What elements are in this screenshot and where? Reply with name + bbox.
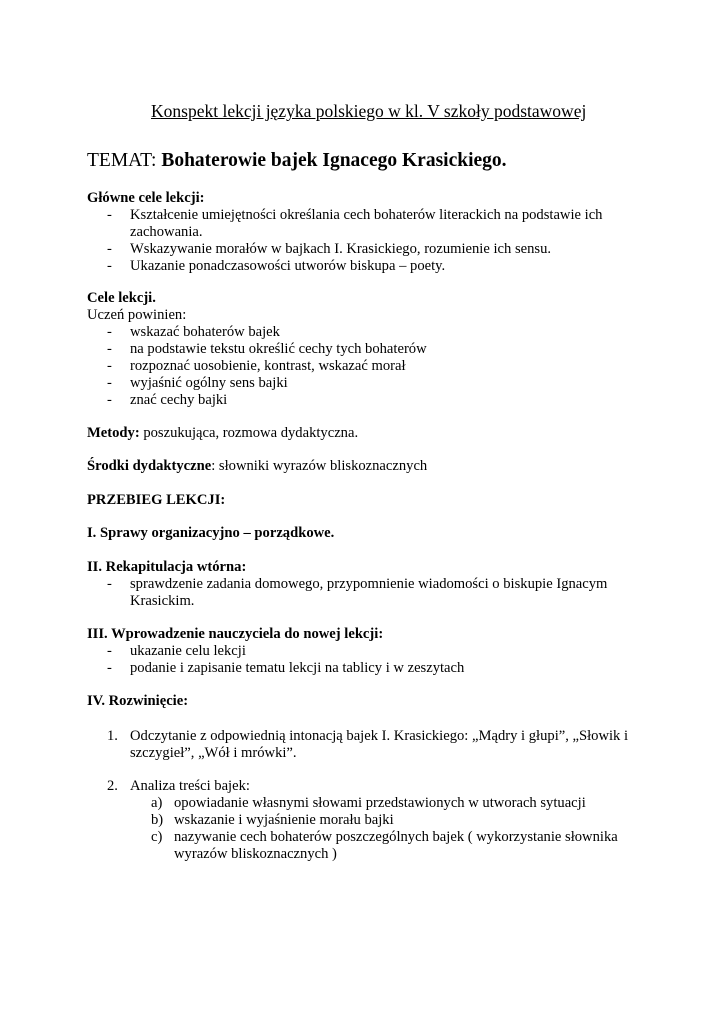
- list-item: znać cechy bajki: [130, 392, 228, 408]
- list-item: wyjaśnić ogólny sens bajki: [130, 375, 288, 391]
- list-dash: -: [107, 392, 112, 408]
- list-dash: -: [107, 576, 112, 592]
- list-item-continuation: Krasickim.: [130, 593, 195, 609]
- list-item: Ukazanie ponadczasowości utworów biskupa – poety.: [130, 258, 446, 274]
- step-text-continuation: szczygieł”, „Wół i mrówki”.: [130, 745, 297, 761]
- lesson-topic: [87, 150, 507, 172]
- list-item: wskazać bohaterów bajek: [130, 324, 280, 340]
- step-number: 2.: [107, 778, 118, 794]
- subitem-letter: c): [151, 829, 163, 845]
- main-goals-heading: Główne cele lekcji:: [87, 190, 205, 206]
- step-number: 1.: [107, 728, 118, 744]
- list-dash: -: [107, 643, 112, 659]
- list-item-continuation: zachowania.: [130, 224, 203, 240]
- lesson-goals-heading: Cele lekcji.: [87, 290, 156, 306]
- list-item: Wskazywanie morałów w bajkach I. Krasickiego, rozumienie ich sensu.: [130, 241, 552, 257]
- subitem-text-continuation: wyrazów bliskoznacznych ): [174, 846, 337, 862]
- section-3-heading: III. Wprowadzenie nauczyciela do nowej lekcji:: [87, 626, 384, 642]
- list-dash: -: [107, 258, 112, 274]
- aids-value: : słowniki wyrazów bliskoznacznych: [211, 458, 428, 474]
- methods-line: [87, 425, 358, 442]
- list-dash: -: [107, 241, 112, 257]
- subitem-text: wskazanie i wyjaśnienie morału bajki: [174, 812, 394, 828]
- subitem-text: nazywanie cech bohaterów poszczególnych bajek ( wykorzystanie słownika: [174, 829, 618, 845]
- list-dash: -: [107, 375, 112, 391]
- step-text: Analiza treści bajek:: [130, 778, 250, 794]
- subitem-text: opowiadanie własnymi słowami przedstawionych w utworach sytuacji: [174, 795, 586, 811]
- subitem-letter: b): [151, 812, 164, 828]
- list-item: sprawdzenie zadania domowego, przypomnienie wiadomości o biskupie Ignacym: [130, 576, 608, 592]
- document-title: Konspekt lekcji języka polskiego w kl. V szkoły podstawowej: [151, 101, 587, 121]
- section-4-heading: IV. Rozwinięcie:: [87, 693, 189, 709]
- list-dash: -: [107, 341, 112, 357]
- aids-line: [87, 458, 427, 475]
- lesson-goals-intro: Uczeń powinien:: [87, 307, 187, 323]
- topic-prefix: TEMAT:: [87, 150, 162, 171]
- section-1-heading: I. Sprawy organizacyjno – porządkowe.: [87, 525, 335, 541]
- list-item: ukazanie celu lekcji: [130, 643, 246, 659]
- list-dash: -: [107, 358, 112, 374]
- list-dash: -: [107, 324, 112, 340]
- subitem-letter: a): [151, 795, 163, 811]
- list-dash: -: [107, 660, 112, 676]
- methods-value: poszukująca, rozmowa dydaktyczna.: [139, 425, 359, 441]
- aids-label: Środki dydaktyczne: [87, 458, 212, 474]
- methods-label: Metody:: [87, 425, 140, 441]
- list-item: rozpoznać uosobienie, kontrast, wskazać morał: [130, 358, 406, 374]
- list-item: Kształcenie umiejętności określania cech bohaterów literackich na podstawie ich: [130, 207, 603, 223]
- list-item: podanie i zapisanie tematu lekcji na tablicy i w zeszytach: [130, 660, 465, 676]
- list-item: na podstawie tekstu określić cechy tych bohaterów: [130, 341, 427, 357]
- list-dash: -: [107, 207, 112, 223]
- section-2-heading: II. Rekapitulacja wtórna:: [87, 559, 247, 575]
- topic-text: Bohaterowie bajek Ignacego Krasickiego.: [161, 150, 507, 171]
- step-text: Odczytanie z odpowiednią intonacją bajek I. Krasickiego: „Mądry i głupi”, „Słowik i: [130, 728, 629, 744]
- course-heading: PRZEBIEG LEKCJI:: [87, 492, 226, 508]
